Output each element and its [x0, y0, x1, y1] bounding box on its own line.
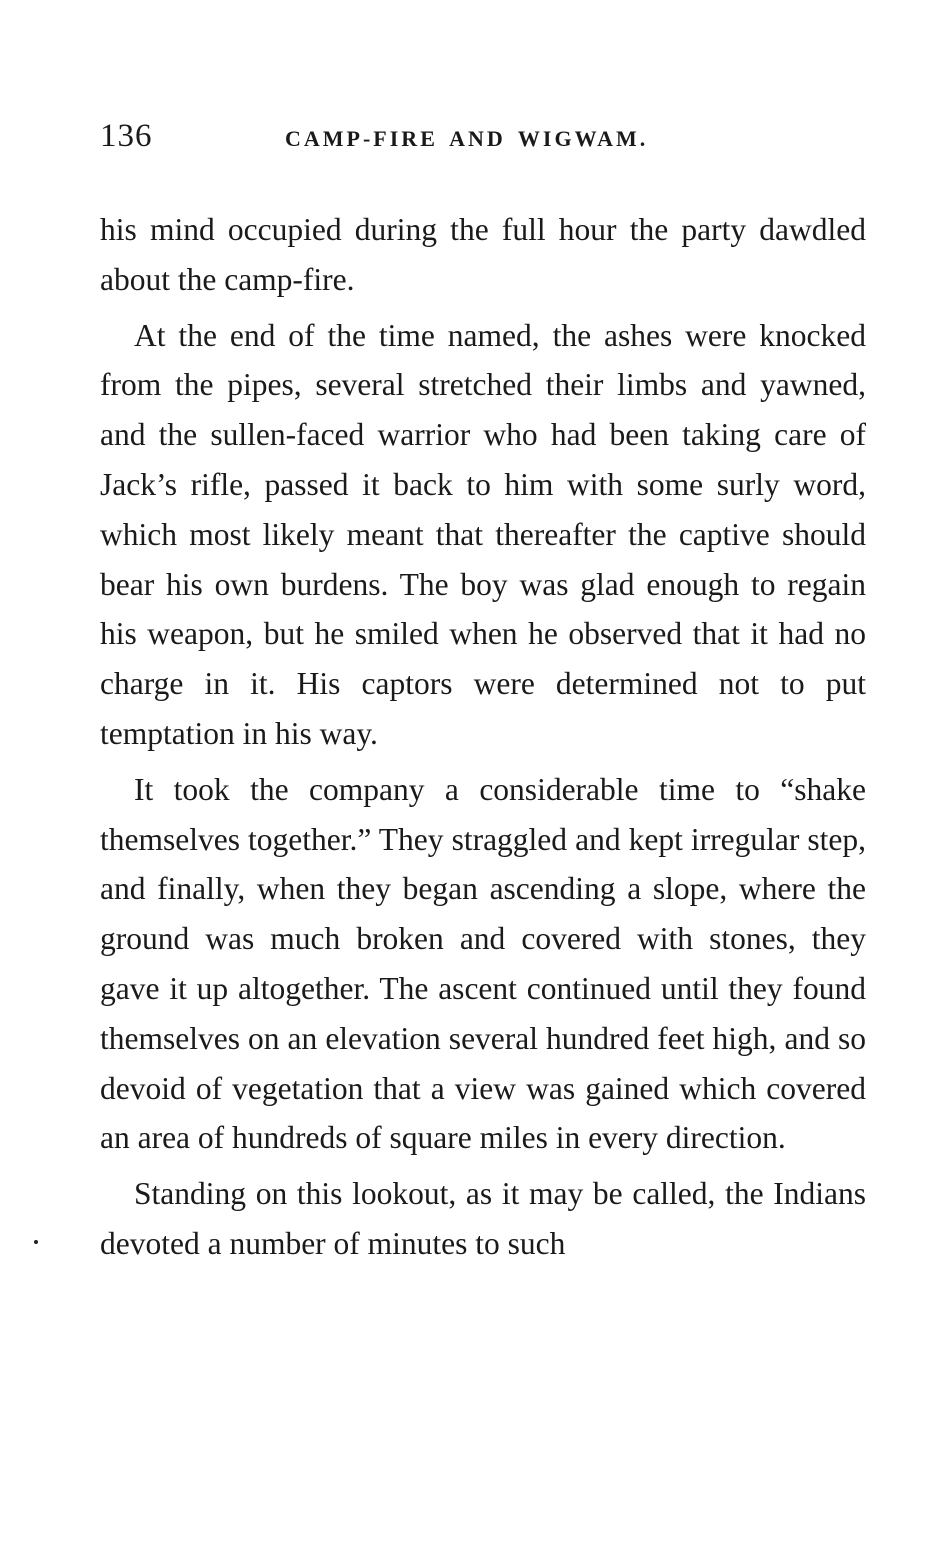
paragraph: It took the company a considerable time to “shake themselves together.” They straggled and kept irregular step, and finally, when they began ascending a slope, where the ground was much broken and covered with stones, they gave it up altogether. The ascent continued until they found themselves on an elevation several hundred feet high, and so devoid of vegetation that a view was gained which covered an area of hundreds of square miles in every direction. — [100, 771, 866, 1156]
page-header — [100, 118, 866, 162]
running-title: CAMP-FIRE AND WIGWAM. — [285, 126, 649, 151]
page-number: 136 — [100, 118, 153, 154]
paragraph: At the end of the time named, the ashes were knocked from the pipes, several stretched their limbs and yawned, and the sullen-faced warrior who had been taking care of Jack’s rifle, passed it back to him with some surly word, which most likely meant that thereafter the captive should bear his own burdens. The boy was glad enough to regain his weapon, but he smiled when he observed that it had no charge in it. His captors were determined not to put temptation in his way. — [100, 317, 866, 751]
ink-speck — [34, 1240, 38, 1244]
paragraph: Standing on this lookout, as it may be called, the Indians devoted a number of minutes to such — [100, 1176, 866, 1261]
paragraph-continuation: his mind occupied during the full hour the party dawdled about the camp-fire. — [100, 212, 866, 297]
body-text — [100, 205, 866, 1275]
